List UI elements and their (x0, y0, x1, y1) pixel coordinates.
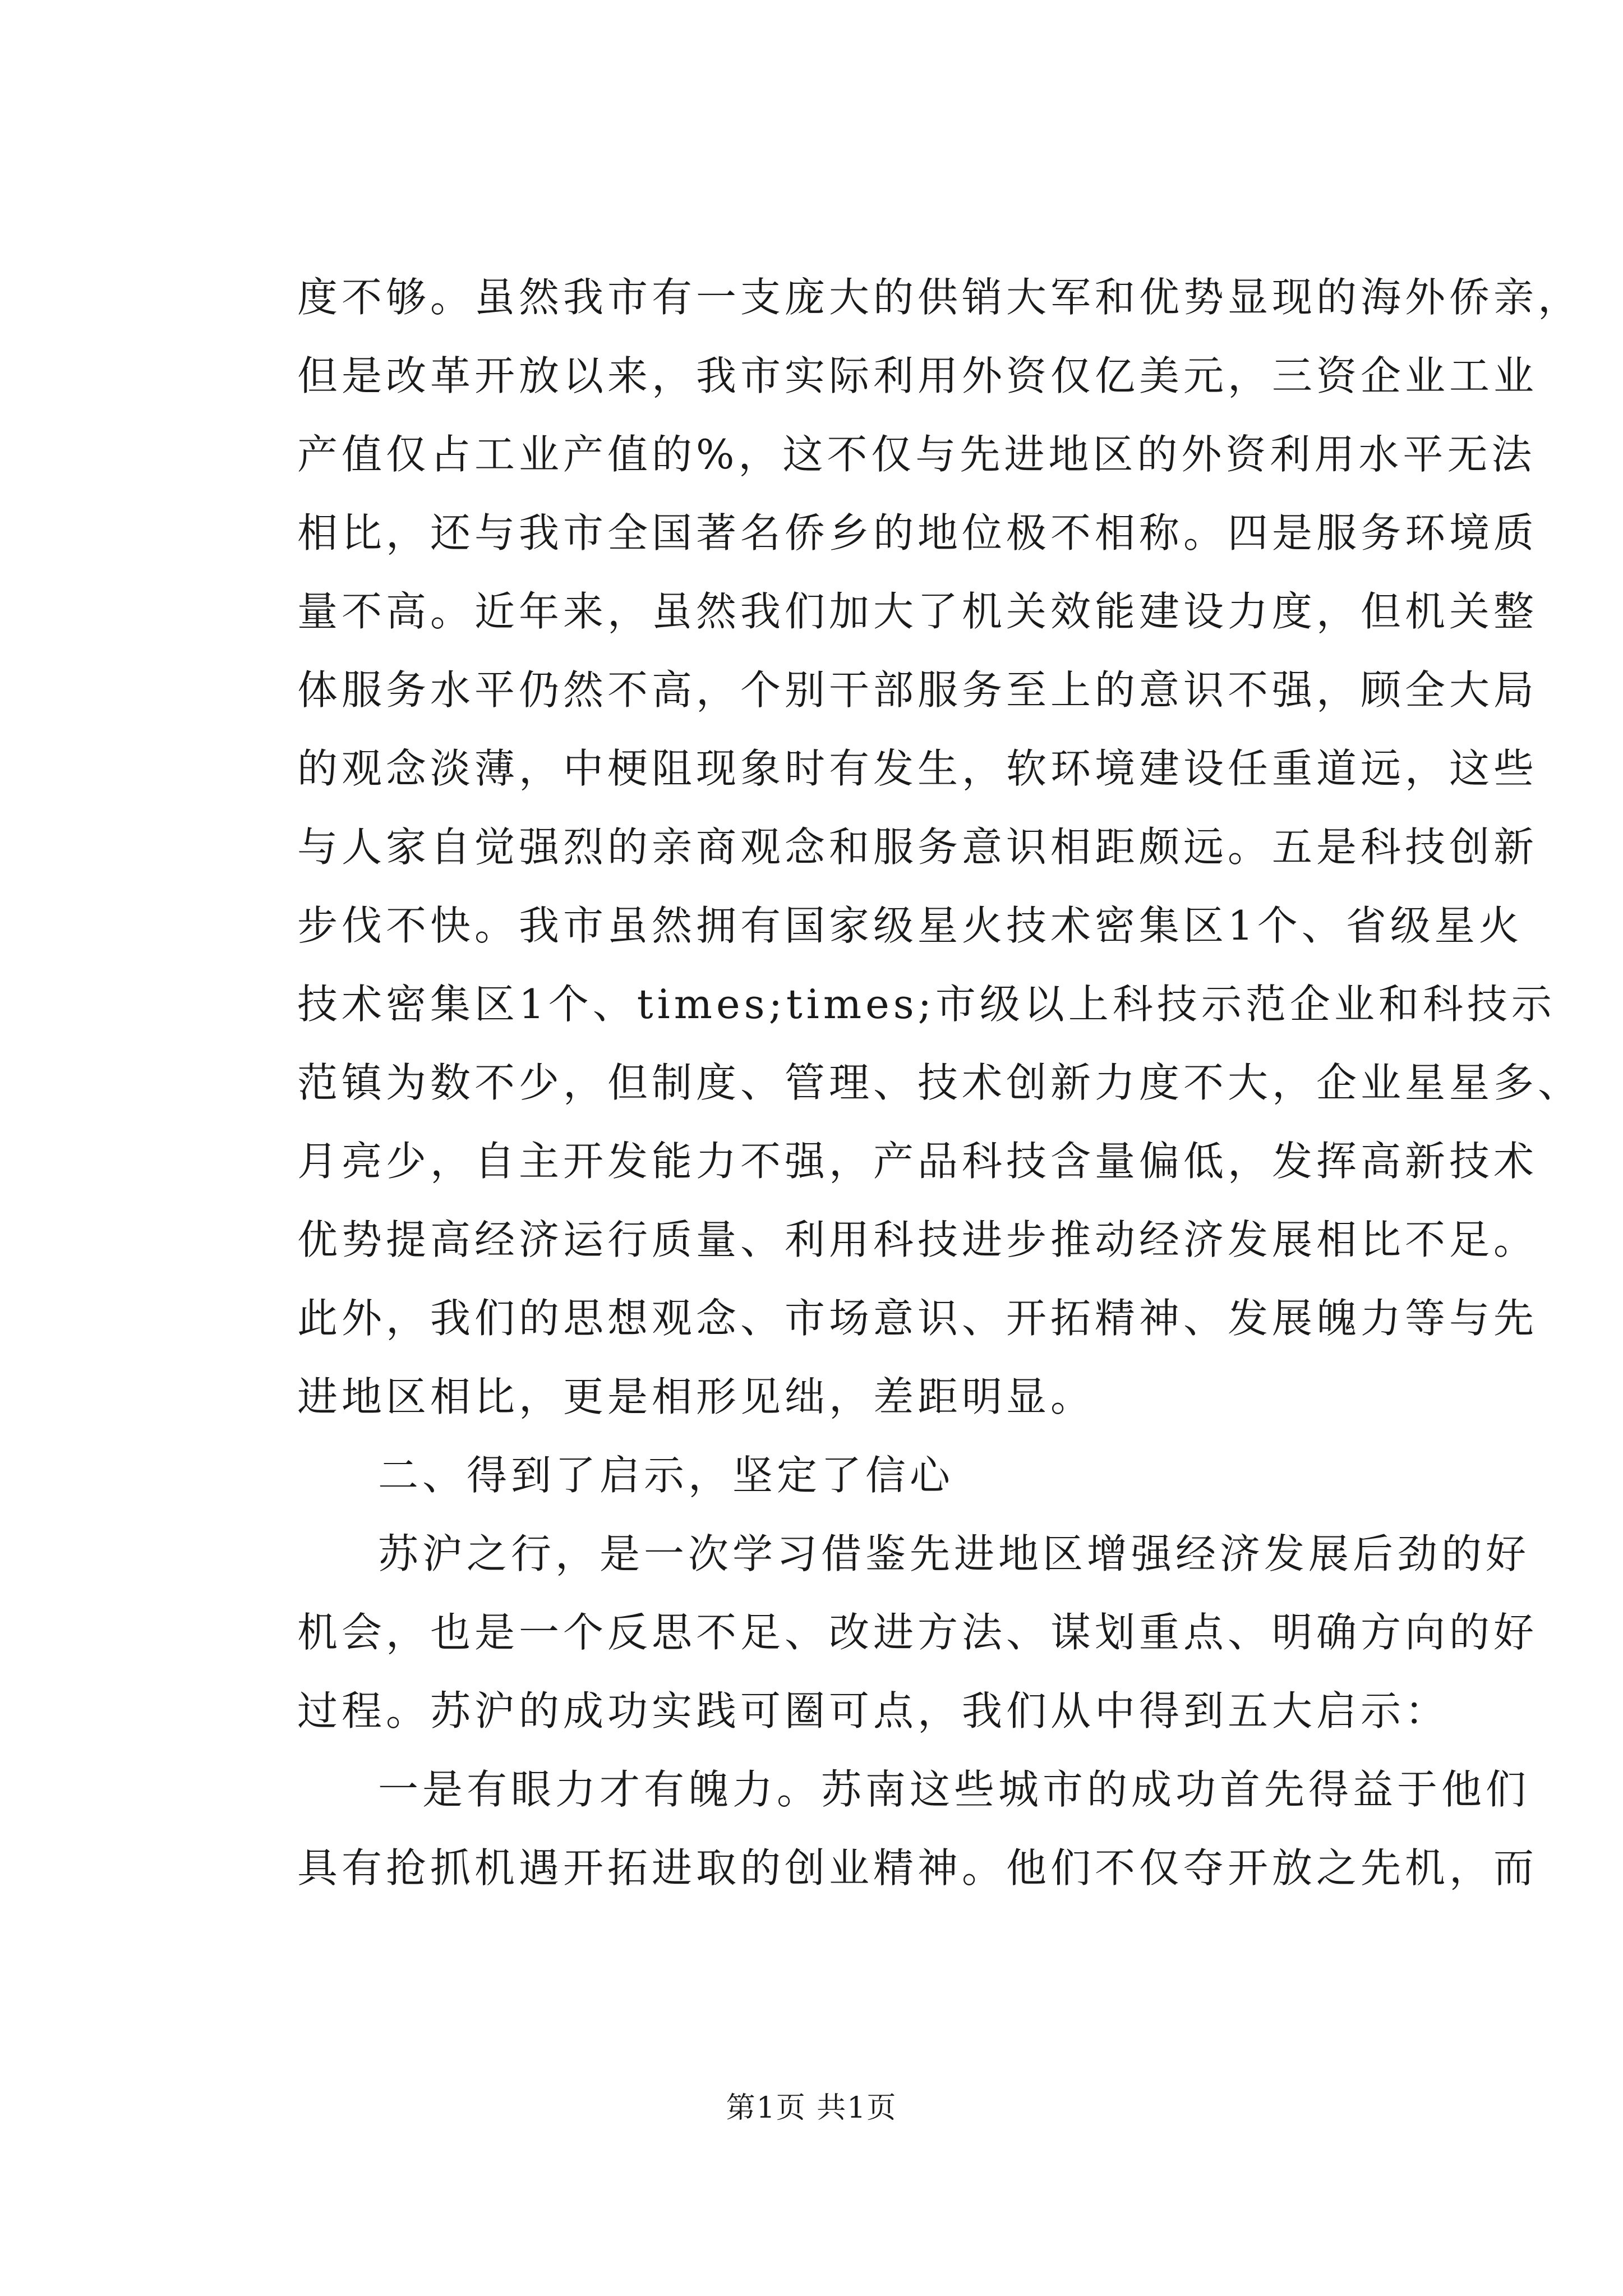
text-line: 进地区相比，更是相形见绌，差距明显。 (297, 1373, 1095, 1420)
text-line: 体服务水平仍然不高，个别干部服务至上的意识不强，顾全大局 (297, 666, 1538, 714)
text-line: 但是改革开放以来，我市实际利用外资仅亿美元，三资企业工业 (297, 352, 1538, 399)
text-line: 月亮少，自主开发能力不强，产品科技含量偏低，发挥高新技术 (297, 1138, 1538, 1185)
text-line: 此外，我们的思想观念、市场意识、开拓精神、发展魄力等与先 (297, 1295, 1538, 1342)
paragraph-first-line: 一是有眼力才有魄力。苏南这些城市的成功首先得益于他们 (378, 1766, 1530, 1813)
text-line: 优势提高经济运行质量、利用科技进步推动经济发展相比不足。 (297, 1216, 1538, 1263)
text-line: 量不高。近年来，虽然我们加大了机关效能建设力度，但机关整 (297, 588, 1538, 635)
page-footer: 第1页 共1页 (726, 2091, 897, 2125)
text-line: 度不够。虽然我市有一支庞大的供销大军和优势显现的海外侨亲， (297, 274, 1583, 321)
text-line: 机会，也是一个反思不足、改进方法、谋划重点、明确方向的好 (297, 1609, 1538, 1656)
text-line: 范镇为数不少，但制度、管理、技术创新力度不大，企业星星多、 (297, 1059, 1583, 1106)
text-line: 过程。苏沪的成功实践可圈可点，我们从中得到五大启示： (297, 1687, 1450, 1734)
text-line: 技术密集区1个、times;times;市级以上科技示范企业和科技示 (297, 981, 1556, 1028)
text-line: 产值仅占工业产值的%，这不仅与先进地区的外资利用水平无法 (297, 431, 1536, 478)
text-line: 的观念淡薄，中梗阻现象时有发生，软环境建设任重道远，这些 (297, 745, 1538, 792)
section-heading: 二、得到了启示，坚定了信心 (378, 1452, 955, 1499)
text-line: 相比，还与我市全国著名侨乡的地位极不相称。四是服务环境质 (297, 509, 1538, 556)
text-line: 步伐不快。我市虽然拥有国家级星火技术密集区1个、省级星火 (297, 902, 1523, 949)
text-line: 与人家自觉强烈的亲商观念和服务意识相距颇远。五是科技创新 (297, 823, 1538, 871)
text-line: 具有抢抓机遇开拓进取的创业精神。他们不仅夺开放之先机，而 (297, 1844, 1538, 1892)
paragraph-first-line: 苏沪之行，是一次学习借鉴先进地区增强经济发展后劲的好 (378, 1530, 1530, 1577)
